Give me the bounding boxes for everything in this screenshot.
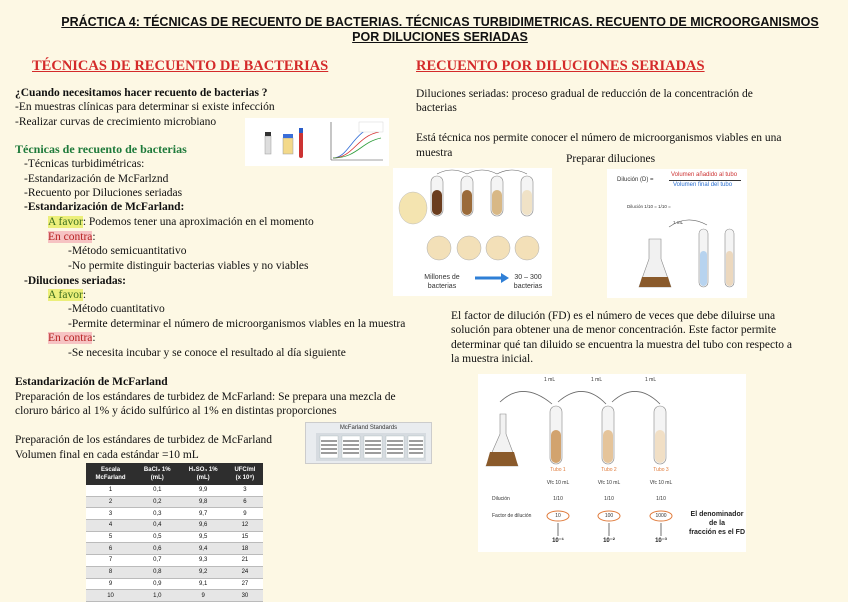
question-item: -En muestras clínicas para determinar si existe infección (15, 101, 275, 113)
power-value: 10⁻² (603, 538, 615, 544)
tech-heading: Técnicas de recuento de bacterias (15, 142, 187, 156)
table-cell: 4 (86, 520, 135, 532)
table-cell: 1 (86, 485, 135, 496)
table-header-row (86, 463, 263, 485)
tube-volume: Vfc 10 mL (546, 480, 570, 486)
dil-contra-line (48, 331, 96, 346)
table-cell: 1,0 (135, 590, 179, 602)
table-row (86, 531, 263, 543)
prep-text: Preparación de los estándares de turbidez de McFarland (15, 434, 273, 446)
tech-item: -Estandarización de McFarlznd (24, 173, 169, 185)
power-value: 10⁻³ (655, 538, 667, 544)
table-cell: 27 (227, 578, 263, 590)
question-item: -Realizar curvas de crecimiento microbiano (15, 116, 217, 128)
mcfarland-image-label: McFarland Standards (339, 425, 398, 431)
dilution-value: 1/10 (656, 496, 666, 502)
dilution-value: 1/10 (604, 496, 614, 502)
table-cell: 2 (86, 496, 135, 508)
factor-text: determinar qué tan diluido se encuentra la muestra del tubo con respecto a (451, 339, 793, 351)
tech-item: -Técnicas turbidimétricas: (24, 158, 145, 170)
serial-dilution-figure (478, 374, 746, 552)
arrow-label: 1 mL (544, 377, 556, 383)
growth-curve-figure (245, 118, 389, 166)
table-cell: 6 (227, 496, 263, 508)
table-header: H₂SO₄ 1% (mL) (179, 463, 226, 485)
tube-label: Tubo 3 (653, 467, 669, 473)
dil-favor-item: -Permite determinar el número de microorganismos viables en la muestra (68, 318, 406, 330)
table-cell: 0,1 (135, 485, 179, 496)
table-cell: 9 (86, 578, 135, 590)
formula-denominator: Volumen final del tubo (673, 182, 733, 188)
tube-label: Tubo 1 (550, 467, 566, 473)
table-cell: 9,9 (179, 485, 226, 496)
table-cell: 9,2 (179, 566, 226, 578)
table-cell: 9,4 (179, 543, 226, 555)
table-cell: 6 (86, 543, 135, 555)
section-heading-right: RECUENTO POR DILUCIONES SERIADAS (416, 58, 705, 74)
table-cell: 3 (86, 508, 135, 520)
page-title: PRÁCTICA 4: TÉCNICAS DE RECUENTO DE BACTERIAS. TÉCNICAS TURBIDIMETRICAS. RECUENTO DE MICROORGANISMOS POR DILUCIONES SERIADAS (61, 15, 819, 44)
mcfarland-table (86, 463, 263, 602)
table-cell: 9,8 (179, 496, 226, 508)
factor-text: solución para obtener una de menor concentración. Este factor permite (451, 324, 777, 336)
viable-text: muestra (416, 147, 453, 159)
bacteria-count-label: 30 – 300 bacterias (513, 274, 543, 290)
question: ¿Cuando necesitamos hacer recuento de bacterias ? (15, 87, 268, 99)
favor-label: A favor (48, 216, 83, 228)
table-cell: 9,3 (179, 555, 226, 567)
table-cell: 9,7 (179, 508, 226, 520)
table-cell: 7 (86, 555, 135, 567)
std-heading: Estandarización de McFarland (15, 376, 168, 388)
power-value: 10⁻¹ (552, 538, 564, 544)
table-cell: 0,7 (135, 555, 179, 567)
table-header: UFC/ml (x 10⁸) (227, 463, 263, 485)
table-row (86, 590, 263, 602)
table-cell: 5 (86, 531, 135, 543)
dil-favor-item: -Método cuantitativo (68, 303, 165, 315)
table-cell: 0,8 (135, 566, 179, 578)
table-cell: 9,1 (179, 578, 226, 590)
viable-text: Está técnica nos permite conocer el número de microorganismos viables en una (416, 132, 782, 144)
definition-text: Diluciones seriadas: proceso gradual de reducción de la concentración de (416, 88, 753, 100)
table-cell: 0,3 (135, 508, 179, 520)
table-cell: 15 (227, 531, 263, 543)
table-row (86, 520, 263, 532)
table-row (86, 485, 263, 496)
favor-label: A favor (48, 289, 83, 301)
colon: : (92, 332, 96, 344)
dil-heading: -Diluciones seriadas: (24, 275, 126, 287)
tube-label: Tubo 2 (601, 467, 617, 473)
dilution-row-label: Dilución (492, 496, 510, 502)
denominator-note: El denominador de la fracción es el FD (688, 511, 746, 536)
favor-text: : Podemos tener una aproximación en el momento (82, 216, 314, 228)
factor-text: la muestra inicial. (451, 353, 534, 365)
table-cell: 18 (227, 543, 263, 555)
table-row (86, 566, 263, 578)
table-row (86, 578, 263, 590)
transfer-volume: 1 mL (673, 220, 684, 225)
mcf-favor-line (48, 215, 314, 230)
contra-label: En contra (48, 332, 93, 344)
mcf-contra-item: -Método semicuantitativo (68, 245, 187, 257)
factor-value: 1000 (655, 513, 667, 519)
table-cell: 24 (227, 566, 263, 578)
mcfarland-standards-image (305, 422, 432, 464)
tube-volume: Vfc 10 mL (649, 480, 673, 486)
table-cell: 21 (227, 555, 263, 567)
dil-favor-line (48, 288, 86, 303)
table-row (86, 555, 263, 567)
table-header: Escala McFarland (86, 463, 135, 485)
table-cell: 3 (227, 485, 263, 496)
table-cell: 0,6 (135, 543, 179, 555)
factor-row-label: Factor de dilución (492, 513, 532, 519)
tube-volume: Vfc 10 mL (597, 480, 621, 486)
dilution-formula-label: Dilución (D) = (617, 177, 654, 183)
table-cell: 9,5 (179, 531, 226, 543)
std-text: Preparación de los estándares de turbidez de McFarland: Se prepara una mezcla de (15, 391, 396, 403)
formula-numerator: Volumen añadido al tubo (671, 172, 738, 178)
table-row (86, 508, 263, 520)
arrow-label: 1 mL (645, 377, 657, 383)
table-header: BaCl₂ 1% (mL) (135, 463, 179, 485)
mcfarland-heading: -Estandarización de McFarland: (24, 201, 185, 213)
dilution-tubes-figure (393, 168, 552, 296)
table-cell: 0,5 (135, 531, 179, 543)
std-text: cloruro bárico al 1% y ácido sulfúrico al 1% en distintas proporciones (15, 405, 337, 417)
table-cell: 12 (227, 520, 263, 532)
factor-value: 10 (555, 513, 561, 519)
dil-contra-item: -Se necesita incubar y se conoce el resultado al día siguiente (68, 347, 346, 359)
dilution-example: Dilución 1/10 = 1/10 = (627, 204, 671, 209)
section-heading-left: TÉCNICAS DE RECUENTO DE BACTERIAS (32, 58, 329, 74)
factor-text: El factor de dilución (FD) es el número de veces que debe diluirse una (451, 310, 776, 322)
table-cell: 30 (227, 590, 263, 602)
table-cell: 10 (86, 590, 135, 602)
prep-text: Volumen final en cada estándar =10 mL (15, 449, 199, 461)
dilution-value: 1/10 (553, 496, 563, 502)
prepare-dilutions-label: Preparar diluciones (566, 153, 656, 165)
tech-item: -Recuento por Diluciones seriadas (24, 187, 183, 199)
table-cell: 9 (227, 508, 263, 520)
table-cell: 0,2 (135, 496, 179, 508)
table-cell: 0,4 (135, 520, 179, 532)
table-cell: 8 (86, 566, 135, 578)
table-row (86, 496, 263, 508)
table-row (86, 543, 263, 555)
colon: : (92, 231, 96, 243)
millions-label: Millones de bacterias (424, 274, 460, 290)
table-cell: 9 (179, 590, 226, 602)
table-cell: 9,6 (179, 520, 226, 532)
definition-text: bacterias (416, 102, 457, 114)
table-cell: 0,9 (135, 578, 179, 590)
dilution-formula-figure (607, 169, 747, 298)
arrow-label: 1 mL (591, 377, 603, 383)
factor-value: 100 (604, 513, 614, 519)
mcf-contra-item: -No permite distinguir bacterias viables y no viables (68, 260, 309, 272)
mcf-contra-line (48, 230, 96, 245)
colon: : (82, 289, 87, 301)
contra-label: En contra (48, 231, 93, 243)
